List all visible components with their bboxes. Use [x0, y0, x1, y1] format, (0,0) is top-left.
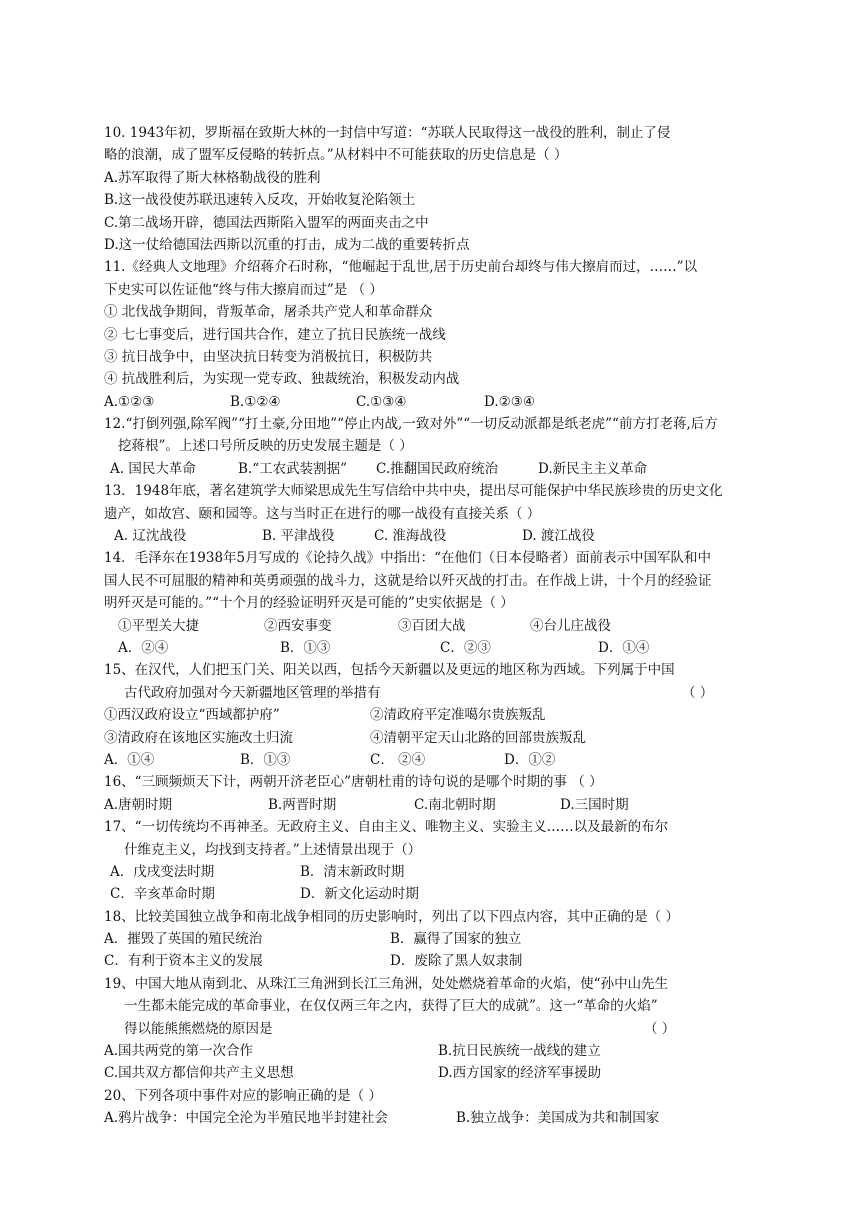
- q12-stem-line-1: 12.“打倒列强,除军阀”“打土豪,分田地”“停止内战,一致对外”“一切反动派都是纸老虎”“前方打老蒋,后方: [104, 416, 718, 433]
- q10-stem-line-1: 10. 1943年初，罗斯福在致斯大林的一封信中写道：“苏联人民取得这一战役的胜利，制止了侵: [104, 125, 671, 141]
- q17-choice-b: B．清末新政时期: [300, 863, 405, 880]
- q11-item-3: ③ 抗日战争中，由坚决抗日转变为消极抗日，积极防共: [104, 348, 433, 365]
- q11-choice-c: C.①③④: [356, 393, 407, 410]
- q16-choice-b: B.两晋时期: [268, 796, 337, 813]
- q19-choice-a: A.国共两党的第一次合作: [104, 1043, 254, 1060]
- q20-choice-a: A.鸦片战争：中国完全沦为半殖民地半封建社会: [104, 1110, 389, 1127]
- q20-choice-b: B.独立战争：美国成为共和制国家: [456, 1110, 660, 1127]
- q11-choice-d: D.②③④: [484, 393, 535, 410]
- q10-option-b: B.这一战役使苏联迅速转入反攻，开始收复沦陷领土: [104, 192, 416, 209]
- q16-choice-c: C.南北朝时期: [414, 796, 496, 813]
- q13-choice-c: C. 淮海战役: [374, 528, 447, 545]
- q15-stem-line-2: [104, 682, 764, 704]
- q18-stem-line-1: 18、比较美国独立战争和南北战争相同的历史影响时，列出了以下四点内容，其中正确的是（ ）: [104, 908, 679, 925]
- q14-stem-line-1: 14．毛泽东在1938年5月写成的《论持久战》中指出：“在他们（日本侵略者）面前表示中国军队和中: [104, 550, 712, 567]
- q10-option-a: A.苏军取得了斯大林格勒战役的胜利: [104, 169, 321, 186]
- q16-choice-a: A.唐朝时期: [104, 796, 173, 813]
- q12-choices: [104, 458, 764, 480]
- q14-item-1: ①平型关大捷: [118, 617, 199, 634]
- q19-choices-row-2: [104, 1062, 764, 1084]
- q15-item-1: ①西汉政府设立“西域都护府”: [104, 707, 280, 724]
- q10-option-d: D.这一仗给德国法西斯以沉重的打击，成为二战的重要转折点: [104, 236, 470, 253]
- q12-choice-d: D.新民主主义革命: [538, 460, 648, 477]
- q19-choices-row-1: [104, 1040, 764, 1062]
- q11-choice-b: B.①②④: [230, 393, 281, 410]
- q20-stem-line-1: 20、下列各项中事件对应的影响正确的是（ ）: [104, 1087, 382, 1104]
- q14-item-3: ③百团大战: [398, 617, 466, 634]
- q19-stem-text: 得以能熊熊燃烧的原因是: [124, 1020, 273, 1037]
- q18-choice-c: C．有利于资本主义的发展: [104, 953, 263, 970]
- q13-choice-d: D. 渡江战役: [522, 528, 595, 545]
- q13-choices: [104, 525, 764, 547]
- q12-choice-a: A. 国民大革命: [110, 460, 196, 477]
- q15-choice-b: B．①③: [240, 751, 291, 768]
- q19-stem-line-3: [104, 1018, 764, 1040]
- q11-item-1: ① 北伐战争期间，背叛革命，屠杀共产党人和革命群众: [104, 304, 433, 321]
- q16-choices: [104, 794, 764, 816]
- q19-stem-line-1: 19、中国大地从南到北、从珠江三角洲到长江三角洲，处处燃烧着革命的火焰，使“孙中山先生: [104, 975, 669, 992]
- q18-choice-d: D．废除了黑人奴隶制: [390, 953, 523, 970]
- q11-choices: [104, 391, 764, 413]
- q15-choice-a: A．①④: [104, 751, 155, 768]
- q14-item-4: ④台儿庄战役: [530, 617, 611, 634]
- q14-choice-a: A．②④: [118, 639, 169, 656]
- q13-stem-line-1: 13．1948年底，著名建筑学大师梁思成先生写信给中共中央，提出尽可能保护中华民族珍贵的历史文化: [104, 483, 723, 500]
- q17-stem-line-1: 17、“一切传统均不再神圣。无政府主义、自由主义、唯物主义、实验主义……以及最新的布尔: [104, 819, 669, 836]
- q10-option-c: C.第二战场开辟，德国法西斯陷入盟军的两面夹击之中: [104, 214, 429, 231]
- q14-item-2: ②西安事变: [264, 617, 332, 634]
- q11-item-2: ② 七七事变后，进行国共合作，建立了抗日民族统一战线: [104, 326, 446, 343]
- q17-choice-a: A．戊戌变法时期: [110, 863, 215, 880]
- q15-item-3: ③清政府在该地区实施改土归流: [104, 729, 293, 746]
- q16-choice-d: D.三国时期: [560, 796, 629, 813]
- q13-choice-a: A. 辽沈战役: [114, 528, 187, 545]
- q15-items-row-1: [104, 704, 764, 726]
- q19-choice-b: B.抗日民族统一战线的建立: [438, 1043, 601, 1060]
- q17-choices-row-1: [104, 861, 764, 883]
- q12-choice-b: B.“工农武装割据”: [238, 460, 348, 477]
- q19-stem-line-2: 一生都未能完成的革命事业，在仅仅两三年之内，获得了巨大的成就”。这一“革命的火焰”: [124, 998, 658, 1015]
- q15-choice-c: C． ②④: [370, 751, 426, 768]
- q13-choice-b: B. 平津战役: [262, 528, 335, 545]
- q15-item-4: ④清朝平定天山北路的回部贵族叛乱: [370, 729, 586, 746]
- q19-choice-c: C.国共双方都信仰共产主义思想: [104, 1065, 294, 1082]
- q14-choice-c: C．②③: [440, 639, 491, 656]
- q11-choice-a: A.①②③: [104, 393, 155, 410]
- q18-choices-row-1: [104, 928, 764, 950]
- q18-choices-row-2: [104, 950, 764, 972]
- q14-stem-line-3: 明歼灭是可能的。”“十个月的经验证明歼灭是可能的”史实依据是（ ）: [104, 595, 514, 612]
- q14-items: [104, 615, 764, 637]
- q17-choice-d: D．新文化运动时期: [300, 886, 419, 903]
- q17-stem-line-2: 什维克主义，均找到支持者。”上述情景出现于（）: [124, 841, 422, 858]
- q10-stem-line-2: 略的浪潮，成了盟军反侵略的转折点。”从材料中不可能获取的历史信息是（ ）: [104, 147, 568, 164]
- q11-item-4: ④ 抗战胜利后，为实现一党专政、独裁统治，积极发动内战: [104, 371, 460, 388]
- q16-stem-line-1: 16、“三顾频烦天下计，两朝开济老臣心”唐朝杜甫的诗句说的是哪个时期的事 （ ）: [104, 774, 603, 791]
- q18-choice-a: A．摧毁了英国的殖民统治: [104, 931, 263, 948]
- q14-choices: [104, 637, 764, 659]
- q20-choices-row-1: [104, 1107, 764, 1129]
- q15-answer-paren: （ ）: [682, 684, 714, 701]
- q11-stem-line-2: 下史实可以佐证他“终与伟大擦肩而过”是 （ ）: [104, 281, 383, 298]
- q12-choice-c: C.推翻国民政府统治: [376, 460, 499, 477]
- q14-choice-d: D．①④: [598, 639, 650, 656]
- q18-choice-b: B．赢得了国家的独立: [390, 931, 522, 948]
- q13-stem-line-2: 遗产，如故宫、颐和园等。这与当时正在进行的哪一战役有直接关系（ ）: [104, 505, 541, 522]
- q19-answer-paren: （ ）: [644, 1020, 676, 1037]
- q15-item-2: ②清政府平定准噶尔贵族叛乱: [370, 707, 546, 724]
- q15-items-row-2: [104, 727, 764, 749]
- q15-choices: [104, 749, 764, 771]
- q11-stem-line-1: 11.《经典人文地理》介绍蒋介石时称，“他崛起于乱世,居于历史前台却终与伟大擦肩而过，……”以: [104, 259, 698, 276]
- q15-choice-d: D．①②: [504, 751, 556, 768]
- q15-stem-line-1: 15、在汉代，人们把玉门关、阳关以西，包括今天新疆以及更远的地区称为西域。下列属于中国: [104, 662, 675, 679]
- q19-choice-d: D.西方国家的经济军事援助: [438, 1065, 602, 1082]
- q15-stem-text: 古代政府加强对今天新疆地区管理的举措有: [124, 684, 381, 701]
- q12-stem-line-2: 挖蒋根”。上述口号所反映的历史发展主题是（ ）: [118, 438, 413, 455]
- q17-choices-row-2: [104, 883, 764, 905]
- question-list: [104, 122, 764, 1130]
- q17-choice-c: C．辛亥革命时期: [110, 886, 215, 903]
- q14-stem-line-2: 国人民不可屈服的精神和英勇顽强的战斗力，这就是给以歼灭战的打击。在作战上讲，十个月的经验证: [104, 572, 712, 589]
- q14-choice-b: B．①③: [280, 639, 331, 656]
